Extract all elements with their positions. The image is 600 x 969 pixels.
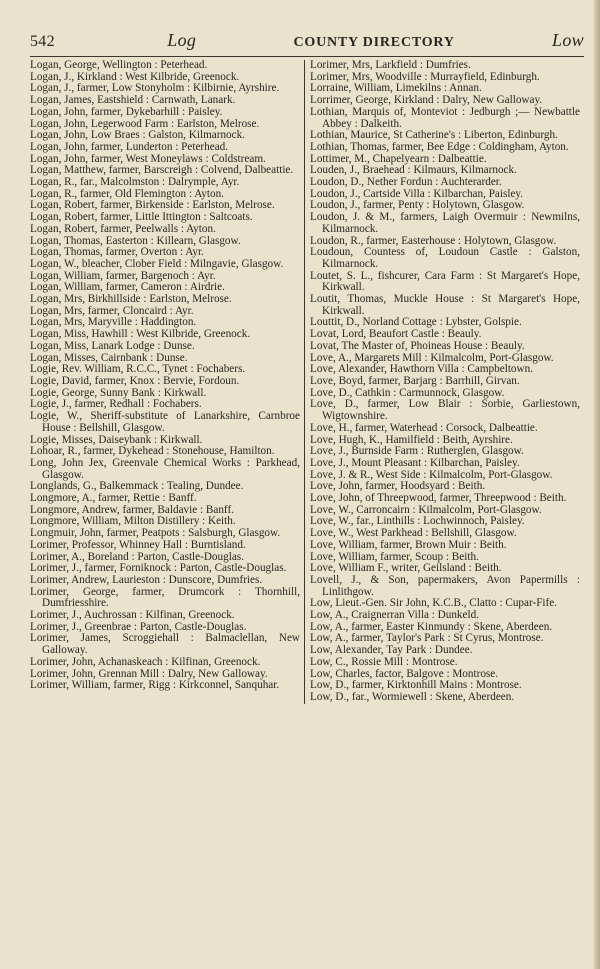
directory-entry: Logan, Thomas, Easterton : Killearn, Glasgow. [30,234,241,247]
directory-entry: Logan, John, farmer, Lunderton : Peterhead. [30,140,229,153]
page-header [30,30,584,50]
directory-entry: Logan, James, Eastshield : Carnwath, Lanark. [30,94,236,107]
directory-entry: Loudon, D., Nether Fordun : Auchterarder. [310,176,502,189]
directory-entry: Love, D., farmer, Low Blair : Sorbie, Garliestown, Wigtownshire. [310,398,580,423]
directory-entry: Lorimer, Andrew, Laurieston : Dunscore, Dumfries. [30,573,263,586]
directory-entry: Logan, William, farmer, Bargenoch : Ayr. [30,269,216,282]
directory-entry: Logie, J., farmer, Redhall : Fochabers. [30,398,202,411]
directory-entry: Lorimer, A., Boreland : Parton, Castle-Douglas. [30,550,244,563]
directory-entry: Loudon, J., Cartside Villa : Kilbarchan, Paisley. [310,187,524,200]
directory-entry: Love, W., Carroncairn : Kilmalcolm, Port-Glasgow. [310,503,542,516]
left-guide-word: Log [167,30,197,50]
directory-entry: Longlands, G., Balkemmack : Tealing, Dundee. [30,480,244,493]
directory-entry: Low, Charles, factor, Balgove : Montrose. [310,667,499,680]
directory-entry: Lorimer, John, Grennan Mill : Dalry, New Galloway. [30,667,268,680]
directory-entry: Love, J. & R., West Side : Kilmalcolm, Port-Glasgow. [310,468,553,481]
directory-entry: Lorimer, J., Greenbrae : Parton, Castle-Douglas. [30,620,247,633]
directory-entry: Love, W., far., Linthills : Lochwinnoch, Paisley. [310,515,525,528]
directory-entry: Logie, Misses, Daiseybank : Kirkwall. [30,433,203,446]
directory-entry: Low, Alexander, Tay Park : Dundee. [310,644,473,657]
directory-entry: Lovat, The Master of, Phoineas House : Beauly. [310,339,525,352]
directory-entry: Love, William, farmer, Brown Muir : Beith. [310,538,507,551]
directory-entry: Love, Alexander, Hawthorn Villa : Campbeltown. [310,363,533,376]
directory-entry: Lorraine, William, Limekilns : Annan. [310,82,482,95]
directory-entry: Logan, John, Low Braes : Galston, Kilmarnock. [30,129,246,142]
directory-entry: Logan, William, farmer, Cameron : Airdrie. [30,281,225,294]
directory-entry: Logan, Mrs, Maryville : Haddington. [30,316,197,329]
directory-entry: Loudon, J., farmer, Penty : Holytown, Glasgow. [310,199,525,212]
directory-entry: Low, D., farmer, Kirktonhill Mains : Montrose. [310,679,522,692]
directory-entry: Lottimer, M., Chapelyearn : Dalbeattie. [310,152,487,165]
directory-entry: Logan, Mrs, farmer, Cloncaird : Ayr. [30,304,194,317]
directory-entry: Logan, R., far., Malcolmston : Dalrymple, Ayr. [30,176,240,189]
directory-entry: Lovell, J., & Son, papermakers, Avon Papermills : Linlithgow. [310,573,580,598]
directory-entry: Lothian, Maurice, St Catherine's : Liberton, Edinburgh. [310,129,558,142]
right-guide-word: Low [552,30,584,50]
directory-entry: Logan, J., Kirkland : West Kilbride, Greenock. [30,70,240,83]
directory-entry: Logan, Matthew, farmer, Barscreigh : Colvend, Dalbeattie. [30,164,294,177]
directory-entry: Logan, John, farmer, West Moneylaws : Coldstream. [30,152,266,165]
directory-entry: Lohoar, R., farmer, Dykehead : Stonehouse, Hamilton. [30,445,275,458]
directory-entry: Logan, Miss, Hawhill : West Kilbride, Greenock. [30,328,251,341]
directory-entry: Longmore, A., farmer, Rettie : Banff. [30,492,197,505]
directory-entry: Loudon, J. & M., farmers, Laigh Overmuir : Newmilns, Kilmarnock. [310,211,580,235]
page-edge [594,0,600,969]
directory-entry: Logan, Miss, Lanark Lodge : Dunse. [30,339,195,352]
directory-entry: Long, John Jex, Greenvale Chemical Works : Parkhead, Glasgow. [30,456,300,481]
directory-entry: Logan, Thomas, farmer, Overton : Ayr. [30,246,204,259]
directory-entry: Logie, George, Sunny Bank : Kirkwall. [30,386,207,399]
page-number: 542 [30,33,55,50]
directory-entry: Lorimer, William, farmer, Rigg : Kirkconnel, Sanquhar. [30,679,280,692]
directory-entry: Lorimer, John, Achanaskeach : Kilfinan, Greenock. [30,655,261,668]
directory-entry: Love, Boyd, farmer, Barjarg : Barrhill, Girvan. [310,374,520,387]
left-column [30,60,304,704]
directory-entry: Love, J., Mount Pleasant : Kilbarchan, Paisley. [310,456,520,469]
directory-entry: Love, John, of Threepwood, farmer, Threepwood : Beith. [310,492,567,505]
directory-entry: Logan, Mrs, Birkhillside : Earlston, Melrose. [30,293,232,306]
directory-entry: Logan, J., farmer, Low Stonyholm : Kilbirnie, Ayrshire. [30,82,280,95]
directory-entry: Lorimer, George, farmer, Drumcork : Thornhill, Dumfriesshire. [30,585,300,610]
directory-entry: Logan, Misses, Cairnbank : Dunse. [30,351,188,364]
directory-entry: Low, A., Craignerran Villa : Dunkeld. [310,609,479,622]
directory-entry: Love, John, farmer, Hoodsyard : Beith. [310,480,486,493]
directory-entry: Louden, J., Braehead : Kilmaurs, Kilmarnock. [310,164,517,177]
header-rule [30,56,584,57]
directory-entry: Lorimer, Mrs, Woodville : Murrayfield, Edinburgh. [310,70,540,83]
directory-entry: Lorimer, James, Scroggiehall : Balmaclellan, New Galloway. [30,632,300,657]
directory-entry: Lorimer, Professor, Whinney Hall : Burntisland. [30,538,246,551]
directory-entry: Low, Lieut.-Gen. Sir John, K.C.B., Clatto : Cupar-Fife. [310,597,558,610]
directory-entry: Lorrimer, George, Kirkland : Dalry, New Galloway. [310,94,543,107]
directory-entry: Love, William, farmer, Scoup : Beith. [310,550,479,563]
directory-entry: Low, C., Rossie Mill : Montrose. [310,655,458,668]
directory-entry: Logan, George, Wellington : Peterhead. [30,59,208,71]
directory-entry: Low, D., far., Wormiewell : Skene, Aberdeen. [310,690,515,703]
directory-entry: Loudoun, Countess of, Loudoun Castle : Galston, Kilmarnock. [310,246,580,270]
directory-entry: Logan, John, farmer, Dykebarhill : Paisley. [30,105,223,118]
directory-entry: Love, H., farmer, Waterhead : Corsock, Dalbeattie. [310,421,538,434]
entry-columns [30,60,584,704]
directory-entry: Lorimer, J., Auchrossan : Kilfinan, Greenock. [30,609,235,622]
directory-entry: Logan, W., bleacher, Clober Field : Milngavie, Glasgow. [30,257,284,270]
directory-entry: Loutet, S. L., fishcurer, Cara Farm : St Margaret's Hope, Kirkwall. [310,269,580,294]
right-column [304,60,580,704]
directory-entry: Longmore, Andrew, farmer, Baldavie : Banff. [30,503,234,516]
directory-entry: Lorimer, J., farmer, Forniknock : Parton, Castle-Douglas. [30,562,287,575]
directory-entry: Logan, Robert, farmer, Peelwalls : Ayton. [30,222,216,235]
directory-entry: Love, Hugh, K., Hamilfield : Beith, Ayrshire. [310,433,513,446]
directory-entry: Lovat, Lord, Beaufort Castle : Beauly. [310,328,482,341]
directory-entry: Low, A., farmer, Taylor's Park : St Cyrus, Montrose. [310,632,544,645]
directory-entry: Lothian, Thomas, farmer, Bee Edge : Coldingham, Ayton. [310,140,569,153]
directory-entry: Logie, Rev. William, R.C.C., Tynet : Fochabers. [30,363,246,376]
directory-entry: Logan, R., farmer, Old Flemington : Ayton. [30,187,224,200]
directory-entry: Love, A., Margarets Mill : Kilmalcolm, Port-Glasgow. [310,351,554,364]
directory-entry: Longmuir, John, farmer, Peatpots : Salsburgh, Glasgow. [30,527,281,540]
directory-entry: Loutit, Thomas, Muckle House : St Margaret's Hope, Kirkwall. [310,293,580,317]
directory-entry: Lothian, Marquis of, Monteviot : Jedburgh ;— Newbattle Abbey : Dalkeith. [310,105,580,130]
directory-entry: Logie, W., Sheriff-substitute of Lanarkshire, Carnbroe House : Bellshill, Glasgow. [30,410,300,434]
page-title: COUNTY DIRECTORY [293,35,455,50]
directory-entry: Louttit, D., Norland Cottage : Lybster, Golspie. [310,316,522,329]
directory-entry: Logie, David, farmer, Knox : Bervie, Fordoun. [30,374,240,387]
directory-entry: Logan, Robert, farmer, Birkenside : Earlston, Melrose. [30,199,275,212]
directory-entry: Love, J., Burnside Farm : Rutherglen, Glasgow. [310,445,524,458]
directory-entry: Logan, John, Legerwood Farm : Earlston, Melrose. [30,117,260,130]
directory-entry: Lorimer, Mrs, Larkfield : Dumfries. [310,59,471,71]
directory-entry: Loudon, R., farmer, Easterhouse : Holytown, Glasgow. [310,234,557,247]
directory-entry: Longmore, William, Milton Distillery : Keith. [30,515,236,528]
directory-entry: Love, W., West Parkhead : Bellshill, Glasgow. [310,527,517,540]
directory-entry: Love, William F., writer, Geilsland : Beith. [310,562,502,575]
directory-entry: Logan, Robert, farmer, Little Ittington : Saltcoats. [30,211,253,224]
directory-entry: Low, A., farmer, Easter Kinmundy : Skene, Aberdeen. [310,620,553,633]
directory-entry: Love, D., Cathkin : Carmunnock, Glasgow. [310,386,505,399]
